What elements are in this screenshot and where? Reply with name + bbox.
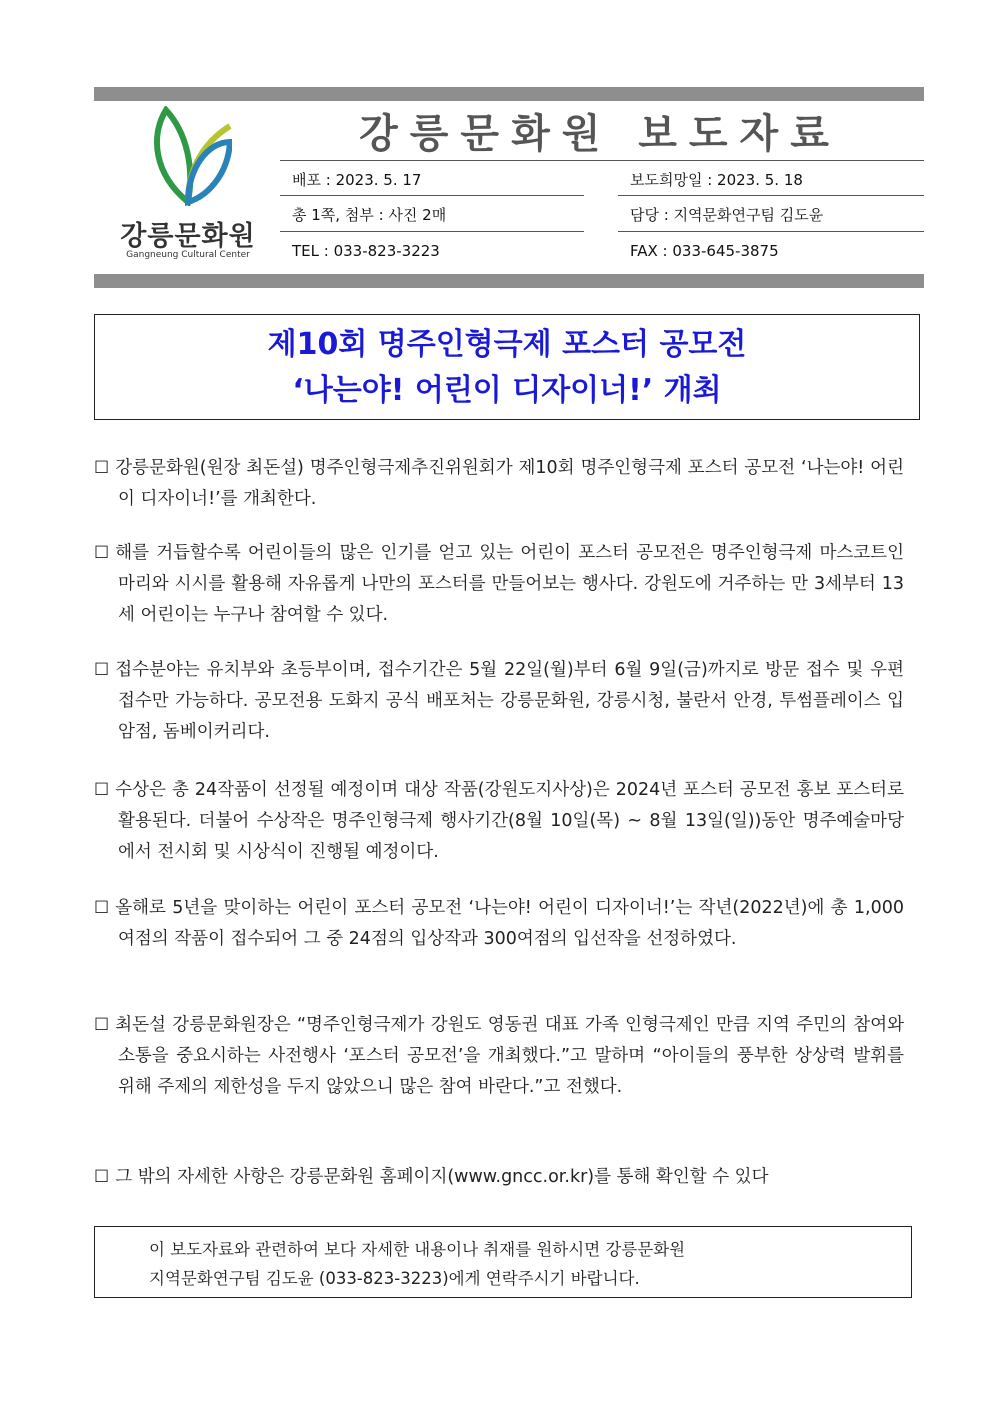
logo [108,104,268,264]
divider [618,195,924,196]
checkbox-icon: ☐ [94,458,110,478]
paragraph-text: 최돈설 강릉문화원장은 “명주인형극제가 강원도 영동권 대표 가족 인형극제인 만큼 지역 주민의 참여와 소통을 중요시하는 사전행사 ‘포스터 공모전’을 개최했다.”고 말하며 “아이들의 풍부한 상상력 발휘를 위해 주제의 제한성을 두지 않았으니 많은 참여 바란다.”고 전했다. [115,1015,904,1097]
paragraph-text: 수상은 총 24작품이 선정될 예정이며 대상 작품(강원도지사상)은 2024년 포스터 공모전 홍보 포스터로 활용된다. 더불어 수상작은 명주인형극제 행사기간(8월 10일(목) ~ 8월 13일(일))동안 명주예술마당에서 전시회 및 시상식이 진행될 예정이다. [115,780,904,862]
checkbox-icon: ☐ [94,898,110,918]
headline-line-1: 제10회 명주인형극제 포스터 공모전 [267,327,747,362]
headline-box [94,314,920,420]
paragraph [94,538,904,631]
paragraph-text: 강릉문화원(원장 최돈설) 명주인형극제추진위원회가 제10회 명주인형극제 포스터 공모전 ‘나는야! 어린이 디자이너!’를 개최한다. [115,458,904,509]
divider [280,231,584,232]
headline-line-2: ‘나는야! 어린이 디자이너!’ 개최 [292,373,722,408]
paragraph-text: 올해로 5년을 맞이하는 어린이 포스터 공모전 ‘나는야! 어린이 디자이너!’는 작년(2022년)에 총 1,000여점의 작품이 접수되어 그 중 24점의 입상작과 300여점의 입선작을 선정하였다. [115,898,904,949]
contact-note-box [94,1226,912,1298]
page-count: 총 1쪽, 첨부 : 사진 2매 [292,206,447,224]
header-top-bar [94,87,924,101]
header-bottom-bar [94,274,924,288]
checkbox-icon: ☐ [94,780,110,800]
checkbox-icon: ☐ [94,543,110,563]
logo-name-english: Gangneung Cultural Center [126,250,250,260]
divider [280,160,924,161]
checkbox-icon: ☐ [94,660,110,680]
leaf-logo-icon [148,106,232,206]
paragraph [94,655,904,748]
contact-person: 담당 : 지역문화연구팀 김도윤 [630,206,824,224]
divider [618,231,924,232]
checkbox-icon: ☐ [94,1167,110,1187]
paragraph [94,775,904,868]
paragraph [94,453,904,515]
desired-release-date: 보도희망일 : 2023. 5. 18 [630,171,803,189]
contact-note-line-2: 지역문화연구팀 김도윤 (033-823-3223)에게 연락주시기 바랍니다. [149,1269,640,1288]
divider [280,195,584,196]
logo-name: 강릉문화원 [120,221,256,252]
distribution-date: 배포 : 2023. 5. 17 [292,171,422,189]
paragraph [94,893,904,955]
contact-note-line-1: 이 보도자료와 관련하여 보다 자세한 내용이나 취재를 원하시면 강릉문화원 [149,1240,686,1259]
tel-number: TEL : 033-823-3223 [292,242,440,260]
fax-number: FAX : 033-645-3875 [630,242,779,260]
paragraph-text: 해를 거듭할수록 어린이들의 많은 인기를 얻고 있는 어린이 포스터 공모전은 명주인형극제 마스코트인 마리와 시시를 활용해 자유롭게 나만의 포스터를 만들어보는 행사다. 강원도에 거주하는 만 3세부터 13세 어린이는 누구나 참여할 수 있다. [115,543,904,625]
checkbox-icon: ☐ [94,1015,110,1035]
paragraph [94,1162,904,1193]
page-title: 강릉문화원 보도자료 [359,110,841,157]
paragraph [94,1010,904,1103]
paragraph-text: 그 밖의 자세한 사항은 강릉문화원 홈페이지(www.gncc.or.kr)를 통해 확인할 수 있다 [115,1167,769,1187]
paragraph-text: 접수분야는 유치부와 초등부이며, 접수기간은 5월 22일(월)부터 6월 9일(금)까지로 방문 접수 및 우편 접수만 가능하다. 공모전용 도화지 공식 배포처는 강릉문화원, 강릉시청, 불란서 안경, 투썸플레이스 입암점, 돔베이커리다. [115,660,904,742]
